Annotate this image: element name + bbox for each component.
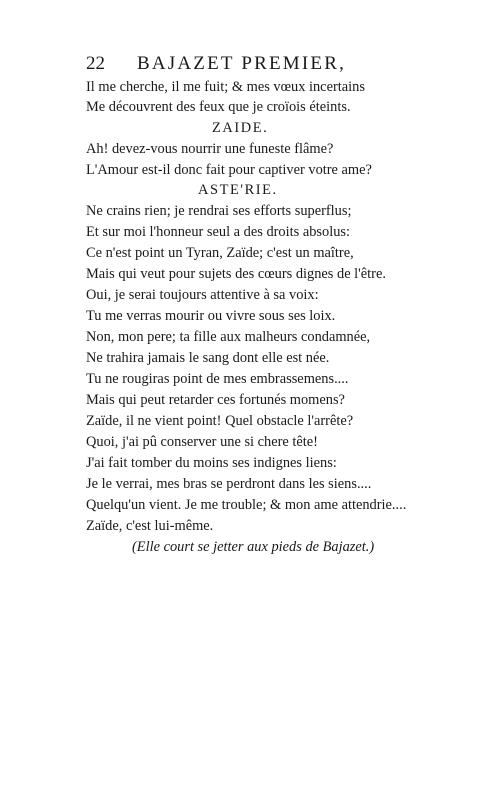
- verse-line: J'ai fait tomber du moins ses indignes liens:: [86, 455, 337, 471]
- page-number: 22: [86, 53, 105, 74]
- running-header: [86, 53, 416, 79]
- verse-line: Ce n'est point un Tyran, Zaïde; c'est un maître,: [86, 245, 354, 261]
- verse-line: Je le verrai, mes bras se perdront dans les siens....: [86, 476, 372, 492]
- verse-line: Et sur moi l'honneur seul a des droits absolus:: [86, 224, 350, 240]
- verse-line: L'Amour est-il donc fait pour captiver votre ame?: [86, 162, 372, 178]
- verse-line: Quelqu'un vient. Je me trouble; & mon ame attendrie....: [86, 497, 407, 513]
- verse-line: Tu ne rougiras point de mes embrassemens....: [86, 371, 349, 387]
- verse-line: Mais qui peut retarder ces fortunés momens?: [86, 392, 345, 408]
- verse-line: Me découvrent des feux que je croïois éteints.: [86, 99, 351, 115]
- speaker-name: ZAIDE.: [212, 120, 269, 136]
- stage-direction: (Elle court se jetter aux pieds de Bajazet.): [132, 539, 375, 555]
- verse-line: Ah! devez-vous nourrir une funeste flâme?: [86, 141, 334, 157]
- verse-line: Il me cherche, il me fuit; & mes vœux incertains: [86, 79, 365, 95]
- verse-line: Oui, je serai toujours attentive à sa voix:: [86, 287, 319, 303]
- verse-line: Tu me verras mourir ou vivre sous ses loix.: [86, 308, 336, 324]
- running-title: BAJAZET PREMIER,: [137, 53, 347, 74]
- verse-line: Mais qui veut pour sujets des cœurs dignes de l'être.: [86, 266, 386, 282]
- speaker-name: ASTE'RIE.: [198, 182, 278, 198]
- verse-line: Ne trahira jamais le sang dont elle est née.: [86, 350, 330, 366]
- verse-line: Zaïde, il ne vient point! Quel obstacle l'arrête?: [86, 413, 354, 429]
- verse-line: Quoi, j'ai pû conserver une si chere tête!: [86, 434, 318, 450]
- verse-line: Ne crains rien; je rendrai ses efforts superflus;: [86, 203, 352, 219]
- verse-line: Zaïde, c'est lui-même.: [86, 518, 214, 534]
- verse-line: Non, mon pere; ta fille aux malheurs condamnée,: [86, 329, 371, 345]
